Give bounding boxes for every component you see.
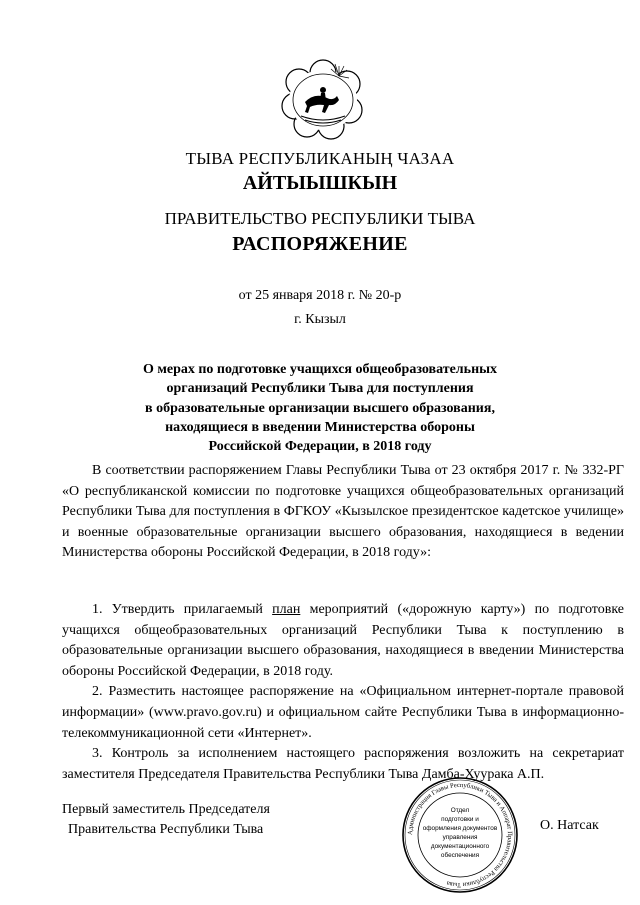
item1-text-b: мероприятий («дорожную карту») по подготовке учащихся общеобразовательных организаций Республики Тыва к поступлению в образовательные организации высшего образования, находящиеся в введении Министерства обороны Российской Федерации, в 2018 году. [62,602,624,679]
title-line: О мерах по подготовке учащихся общеобразовательных [142,362,498,377]
stamp-ring-text: Администрация Главы Республики Тыва и Аппарат Правительства Республики Тыва [406,781,514,889]
order-item-2: 2. Разместить настоящее распоряжение на «Официальном интернет-портале правовой информации» (www.pravo.gov.ru) и официальном сайте Республики Тыва в информационно-телекоммуникационной сети «Интернет». [62,684,624,741]
official-stamp-icon [401,776,519,894]
stamp-line: документационного [430,843,490,850]
title-line: в образовательные организации высшего образования, [145,400,495,416]
doc-type: РАСПОРЯЖЕНИЕ [232,233,408,255]
tyva-emblem-icon [279,58,367,140]
tyva-doc-type: АЙТЫЫШКЫН [242,172,398,194]
plan-link[interactable]: план [272,602,301,617]
tyva-government-name: ТЫВА РЕСПУБЛИКАНЫҢ ЧАЗАА [185,149,455,168]
title-line: Российской Федерации, в 2018 году [208,439,432,455]
city: г. Кызыл [294,312,346,327]
position-line-2: Правительства Республики Тыва [68,822,264,837]
stamp-line: оформления документов [422,825,498,832]
government-name: ПРАВИТЕЛЬСТВО РЕСПУБЛИКИ ТЫВА [164,209,476,228]
order-item-3: 3. Контроль за исполнением настоящего распоряжения возложить на секретариат заместителя Председателя Правительства Республики Тыва Дамба-Хуурака А.П. [62,746,624,782]
position-line-1: Первый заместитель Председателя [62,802,270,817]
title-line: находящиеся в введении Министерства обороны [165,419,475,435]
date-number: от 25 января 2018 г. № 20-р [238,288,402,303]
document-title [0,360,640,456]
title-line: организаций Республики Тыва для поступления [166,381,474,397]
signatory-position [62,800,270,840]
stamp-line: Отдел [450,807,470,814]
order-items [62,600,624,785]
item1-text-a: 1. Утвердить прилагаемый [92,602,273,617]
order-item-1 [62,600,624,682]
stamp-line: обеспечения [440,852,480,859]
preamble-paragraph: В соответствии распоряжением Главы Республики Тыва от 23 октября 2017 г. № 332-РГ «О республиканской комиссии по подготовке учащихся общеобразовательных организаций Республики Тыва для поступления в ФГКОУ «Кызылское президентское кадетское училище» и военные образовательные организации высшего образования, находящиеся в ведении Министерства обороны Российской Федерации, в 2018 году»: [62,463,624,561]
signatory-name: О. Натсак [540,818,599,833]
stamp-line: подготовки и [441,816,479,823]
stamp-line: управления [442,834,478,841]
